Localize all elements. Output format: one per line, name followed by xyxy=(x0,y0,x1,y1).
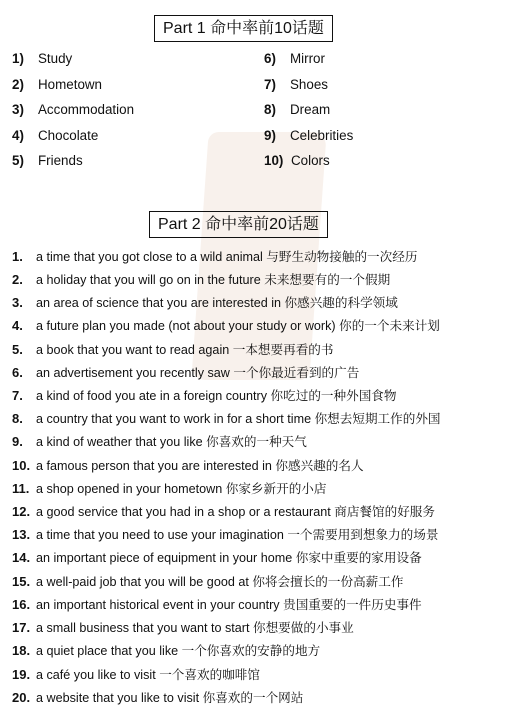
part2-item-number: 4. xyxy=(12,318,23,333)
part2-item-number: 17. xyxy=(12,620,31,635)
part2-item-text: an important piece of equipment in your home 你家中重要的家用设备 xyxy=(36,551,422,565)
part2-item-text: a future plan you made (not about your study or work) 你的一个未来计划 xyxy=(36,319,440,333)
part2-item-text: a well-paid job that you will be good at 你将会擅长的一份高薪工作 xyxy=(36,575,404,589)
part1-item-number: 3) xyxy=(12,102,24,117)
part2-item-text: a country that you want to work in for a short time 你想去短期工作的外国 xyxy=(36,412,441,426)
part1-item-number: 6) xyxy=(264,51,276,66)
part2-item xyxy=(12,621,354,635)
part1-item-text: Colors xyxy=(291,153,330,168)
part2-item-text: an advertisement you recently saw 一个你最近看到的广告 xyxy=(36,366,360,380)
part2-item-text: a café you like to visit 一个喜欢的咖啡馆 xyxy=(36,668,260,682)
part2-item-text: a shop opened in your hometown 你家乡新开的小店 xyxy=(36,482,327,496)
part2-item-text: a time that you need to use your imagination 一个需要用到想象力的场景 xyxy=(36,528,439,542)
part2-item-text: a famous person that you are interested in 你感兴趣的名人 xyxy=(36,459,364,473)
part2-item xyxy=(12,528,438,542)
part1-item-number: 8) xyxy=(264,102,276,117)
part2-item-number: 20. xyxy=(12,690,31,705)
part1-item-text: Shoes xyxy=(290,77,328,92)
part2-item-text: a kind of weather that you like 你喜欢的一种天气 xyxy=(36,435,307,449)
part1-item-number: 9) xyxy=(264,128,276,143)
part1-item-text: Hometown xyxy=(38,77,103,92)
part1-item-text: Mirror xyxy=(290,51,325,66)
part2-item xyxy=(12,250,417,264)
part2-item-number: 18. xyxy=(12,643,31,658)
part2-item-text: a book that you want to read again 一本想要再看的书 xyxy=(36,343,334,357)
part2-item-number: 11. xyxy=(12,481,30,496)
part2-item xyxy=(12,575,403,589)
part2-item-text: an area of science that you are interested in 你感兴趣的科学领域 xyxy=(36,296,398,310)
part1-item-number: 2) xyxy=(12,77,24,92)
part2-item-number: 1. xyxy=(12,249,23,264)
part2-item xyxy=(12,296,398,310)
part1-title: Part 1 命中率前10话题 xyxy=(154,15,333,42)
part2-item-text: a quiet place that you like 一个你喜欢的安静的地方 xyxy=(36,644,321,658)
part1-item-text: Chocolate xyxy=(38,128,99,143)
part1-item-text: Friends xyxy=(38,153,83,168)
part2-item xyxy=(12,598,422,612)
part2-item-number: 10. xyxy=(12,458,31,473)
part1-item xyxy=(12,128,98,143)
part2-item-number: 16. xyxy=(12,597,31,612)
part2-item-number: 3. xyxy=(12,295,23,310)
part2-item xyxy=(12,343,334,357)
part2-item xyxy=(12,435,307,449)
part2-item xyxy=(12,389,396,403)
part2-item-text: a holiday that you will go on in the future 未来想要有的一个假期 xyxy=(36,273,391,287)
part2-item xyxy=(12,273,390,287)
part1-item xyxy=(12,77,102,92)
part2-item-number: 13. xyxy=(12,527,31,542)
part2-item-number: 9. xyxy=(12,434,23,449)
part2-item-text: an important historical event in your country 贵国重要的一件历史事件 xyxy=(36,598,422,612)
part1-item-number: 10) xyxy=(264,153,284,168)
part2-item xyxy=(12,412,441,426)
part2-item xyxy=(12,459,364,473)
part2-item-text: a small business that you want to start 你想要做的小事业 xyxy=(36,621,354,635)
part2-item-number: 8. xyxy=(12,411,23,426)
part1-item xyxy=(12,51,72,66)
part2-item-text: a good service that you had in a shop or a restaurant 商店餐馆的好服务 xyxy=(36,505,435,519)
part2-item-number: 12. xyxy=(12,504,31,519)
part1-item-text: Dream xyxy=(290,102,331,117)
part2-item xyxy=(12,691,303,705)
part1-item-number: 5) xyxy=(12,153,24,168)
part1-item xyxy=(12,102,134,117)
part1-item-number: 7) xyxy=(264,77,276,92)
part2-item xyxy=(12,551,422,565)
part1-item-text: Study xyxy=(38,51,73,66)
part1-item xyxy=(264,128,353,143)
part1-item xyxy=(264,102,330,117)
part2-item xyxy=(12,366,359,380)
part2-item-number: 14. xyxy=(12,550,31,565)
part2-item xyxy=(12,319,440,333)
part2-item-number: 7. xyxy=(12,388,23,403)
part2-item-number: 19. xyxy=(12,667,31,682)
part1-item-text: Celebrities xyxy=(290,128,354,143)
part2-item-number: 5. xyxy=(12,342,23,357)
part1-item xyxy=(264,77,328,92)
part1-item-number: 4) xyxy=(12,128,24,143)
part1-item xyxy=(264,51,325,66)
part2-item-text: a website that you like to visit 你喜欢的一个网站 xyxy=(36,691,304,705)
part2-item xyxy=(12,668,260,682)
part1-item xyxy=(12,153,83,168)
part2-title: Part 2 命中率前20话题 xyxy=(149,211,328,238)
part2-item-number: 15. xyxy=(12,574,31,589)
part2-item-number: 2. xyxy=(12,272,23,287)
part2-item-text: a kind of food you ate in a foreign country 你吃过的一种外国食物 xyxy=(36,389,397,403)
part2-item xyxy=(12,482,327,496)
part1-item-number: 1) xyxy=(12,51,24,66)
part2-item xyxy=(12,644,320,658)
part1-item-text: Accommodation xyxy=(38,102,135,117)
part2-item-text: a time that you got close to a wild animal 与野生动物接触的一次经历 xyxy=(36,250,418,264)
part2-item xyxy=(12,505,435,519)
part2-item-number: 6. xyxy=(12,365,23,380)
part1-item xyxy=(264,153,330,168)
